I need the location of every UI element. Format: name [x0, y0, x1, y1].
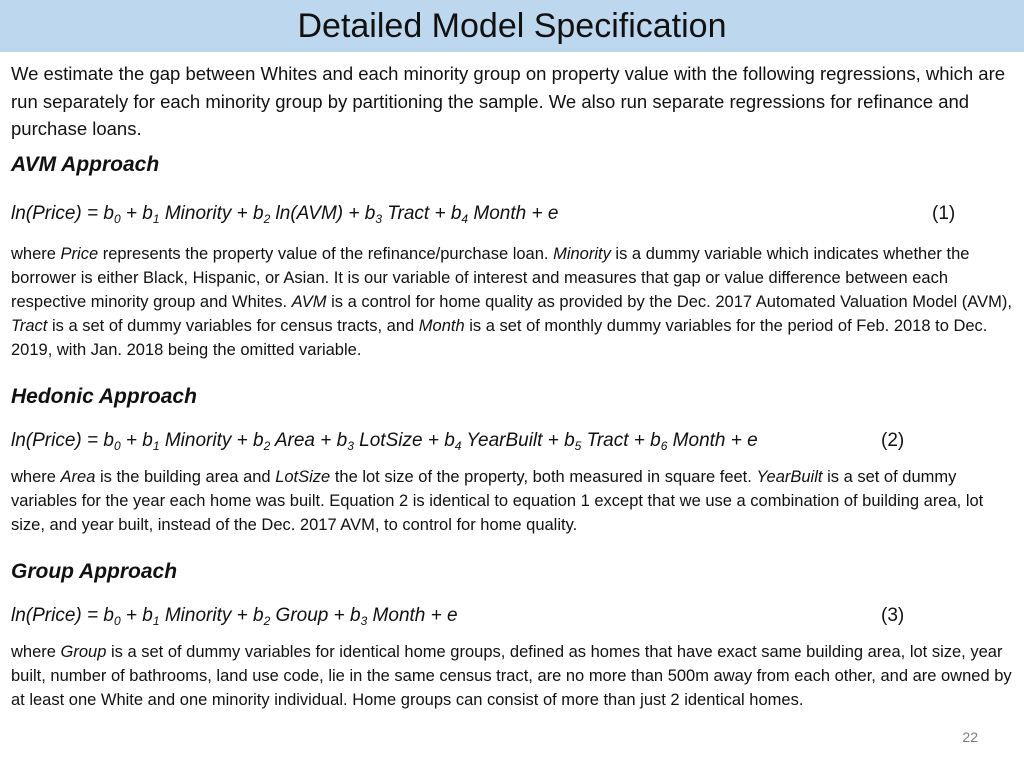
group-equation: ln(Price) = $b_0 + b_1$ Minority + $b_2$ Group + $b_3$ Month + e — [11, 605, 458, 628]
hedonic-description: where Area is the building area and LotSize the lot size of the property, both measured in square feet. YearBuilt is a set of dummy variables for the year each home was built. Equation 2 is identical to equation 1 except that we use a combination of building area, lot size, and year built, instead of the Dec. 2017 AVM, to control for home quality. — [11, 468, 984, 534]
group-equation-number: (3) — [881, 605, 905, 626]
hedonic-equation-number: (2) — [881, 430, 905, 451]
intro-paragraph: We estimate the gap between Whites and each minority group on property value with the following regressions, which are run separately for each minority group by partitioning the sample. We also run separate regressions for refinance and purchase loans. — [11, 63, 1006, 139]
avm-heading: AVM Approach — [11, 153, 160, 176]
hedonic-equation: ln(Price) = $b_0 + b_1$ Minority + $b_2$ Area + $b_3$ LotSize + $b_4$ YearBuilt + $b_5$ Tract + $b_6$ Month + e — [11, 430, 758, 453]
avm-description: where Price represents the property value of the refinance/purchase loan. Minority is a dummy variable which indicates whether the borrower is either Black, Hispanic, or Asian. It is our variable of interest and measures that gap or value difference between each respective minority group and Whites. AVM is a control for home quality as provided by the Dec. 2017 Automated Valuation Model (AVM), Tract is a set of dummy variables for census tracts, and Month is a set of monthly dummy variables for the period of Feb. 2018 to Dec. 2019, with Jan. 2018 being the omitted variable. — [11, 245, 1012, 359]
group-description: where Group is a set of dummy variables for identical home groups, defined as homes that have exact same building area, lot size, year built, number of bathrooms, land use code, lie in the same census tract, are no more than 500m away from each other, and are owned by at least one White and one minority individual. Home groups can consist of more than just 2 identical homes. — [11, 643, 1012, 709]
page-number: 22 — [962, 729, 978, 745]
group-heading: Group Approach — [11, 560, 178, 583]
slide-title: Detailed Model Specification — [297, 7, 727, 45]
avm-equation-number: (1) — [932, 203, 956, 224]
title-bar — [0, 0, 1024, 52]
hedonic-heading: Hedonic Approach — [11, 385, 197, 408]
avm-equation: ln(Price) = $b_0 + b_1$ Minority + $b_2$ $\ln(AVM) + b_3$ Tract + $b_4$ Month + e — [11, 203, 559, 226]
